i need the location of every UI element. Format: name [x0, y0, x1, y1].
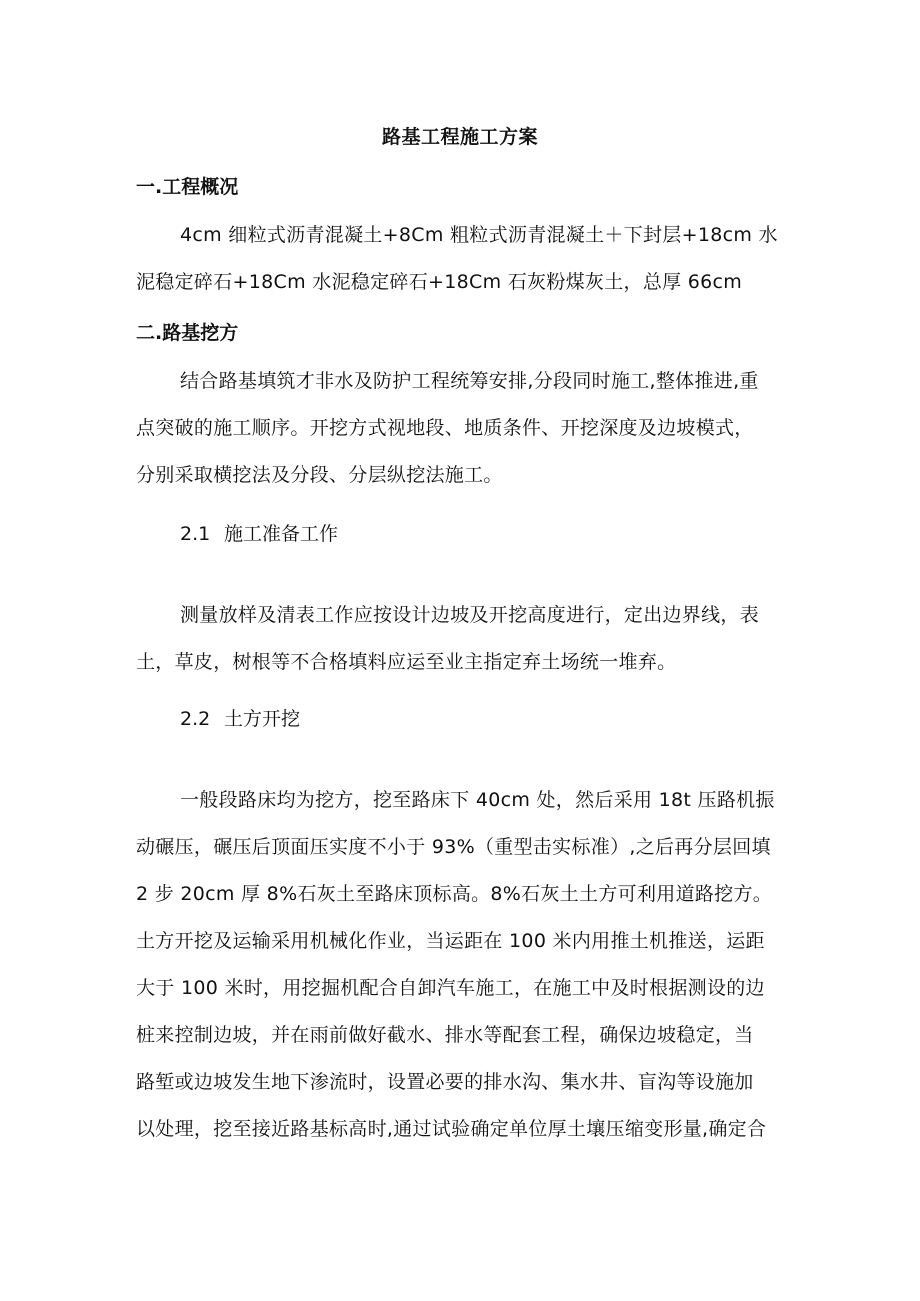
- section-heading-overview: 一.工程概况: [136, 176, 239, 198]
- paragraph-line: 大于 100 米时，用挖掘机配合自卸汽车施工，在施工中及时根据测设的边: [136, 977, 765, 999]
- subsection-heading-earthwork: [180, 704, 300, 731]
- paragraph-line: 点突破的施工顺序。开挖方式视地段、地质条件、开挖深度及边坡模式，: [136, 417, 754, 439]
- paragraph-line: 土方开挖及运输采用机械化作业，当运距在 100 米内用推土机推送，运距: [136, 930, 765, 952]
- subsection-number: 2.1: [180, 523, 211, 545]
- paragraph-line: 4cm 细粒式沥青混凝土+8Cm 粗粒式沥青混凝土＋下封层+18cm 水: [180, 224, 778, 246]
- paragraph-line: 泥稳定碎石+18Cm 水泥稳定碎石+18Cm 石灰粉煤灰土，总厚 66cm: [136, 271, 743, 293]
- paragraph-line: 路堑或边坡发生地下渗流时，设置必要的排水沟、集水井、盲沟等设施加: [136, 1071, 754, 1093]
- subsection-heading-preparation: [180, 519, 338, 546]
- subsection-number: 2.2: [180, 708, 211, 730]
- paragraph-line: 一般段路床均为挖方，挖至路床下 40cm 处，然后采用 18t 压路机振: [180, 789, 775, 811]
- document-title: 路基工程施工方案: [381, 126, 538, 148]
- paragraph-line: 2 步 20cm 厚 8%石灰土至路床顶标高。8%石灰土土方可利用道路挖方。: [136, 883, 773, 905]
- paragraph-line: 动碾压，碾压后顶面压实度不小于 93%（重型击实标准）,之后再分层回填: [136, 836, 771, 858]
- paragraph-line: 土，草皮，树根等不合格填料应运至业主指定弃土场统一堆弃。: [136, 651, 677, 673]
- paragraph-line: 以处理，挖至接近路基标高时,通过试验确定单位厚土壤压缩变形量,确定合: [136, 1118, 767, 1140]
- paragraph-line: 分别采取横挖法及分段、分层纵挖法施工。: [136, 464, 503, 486]
- subsection-title: 土方开挖: [224, 708, 301, 730]
- paragraph-line: 测量放样及清表工作应按设计边坡及开挖高度进行，定出边界线，表: [180, 604, 760, 626]
- paragraph-line: 桩来控制边坡，并在雨前做好截水、排水等配套工程，确保边坡稳定，当: [136, 1024, 754, 1046]
- subsection-title: 施工准备工作: [224, 523, 339, 545]
- paragraph-line: 结合路基填筑才非水及防护工程统筹安排,分段同时施工,整体推进,重: [180, 370, 759, 392]
- section-heading-excavation: 二.路基挖方: [136, 322, 239, 344]
